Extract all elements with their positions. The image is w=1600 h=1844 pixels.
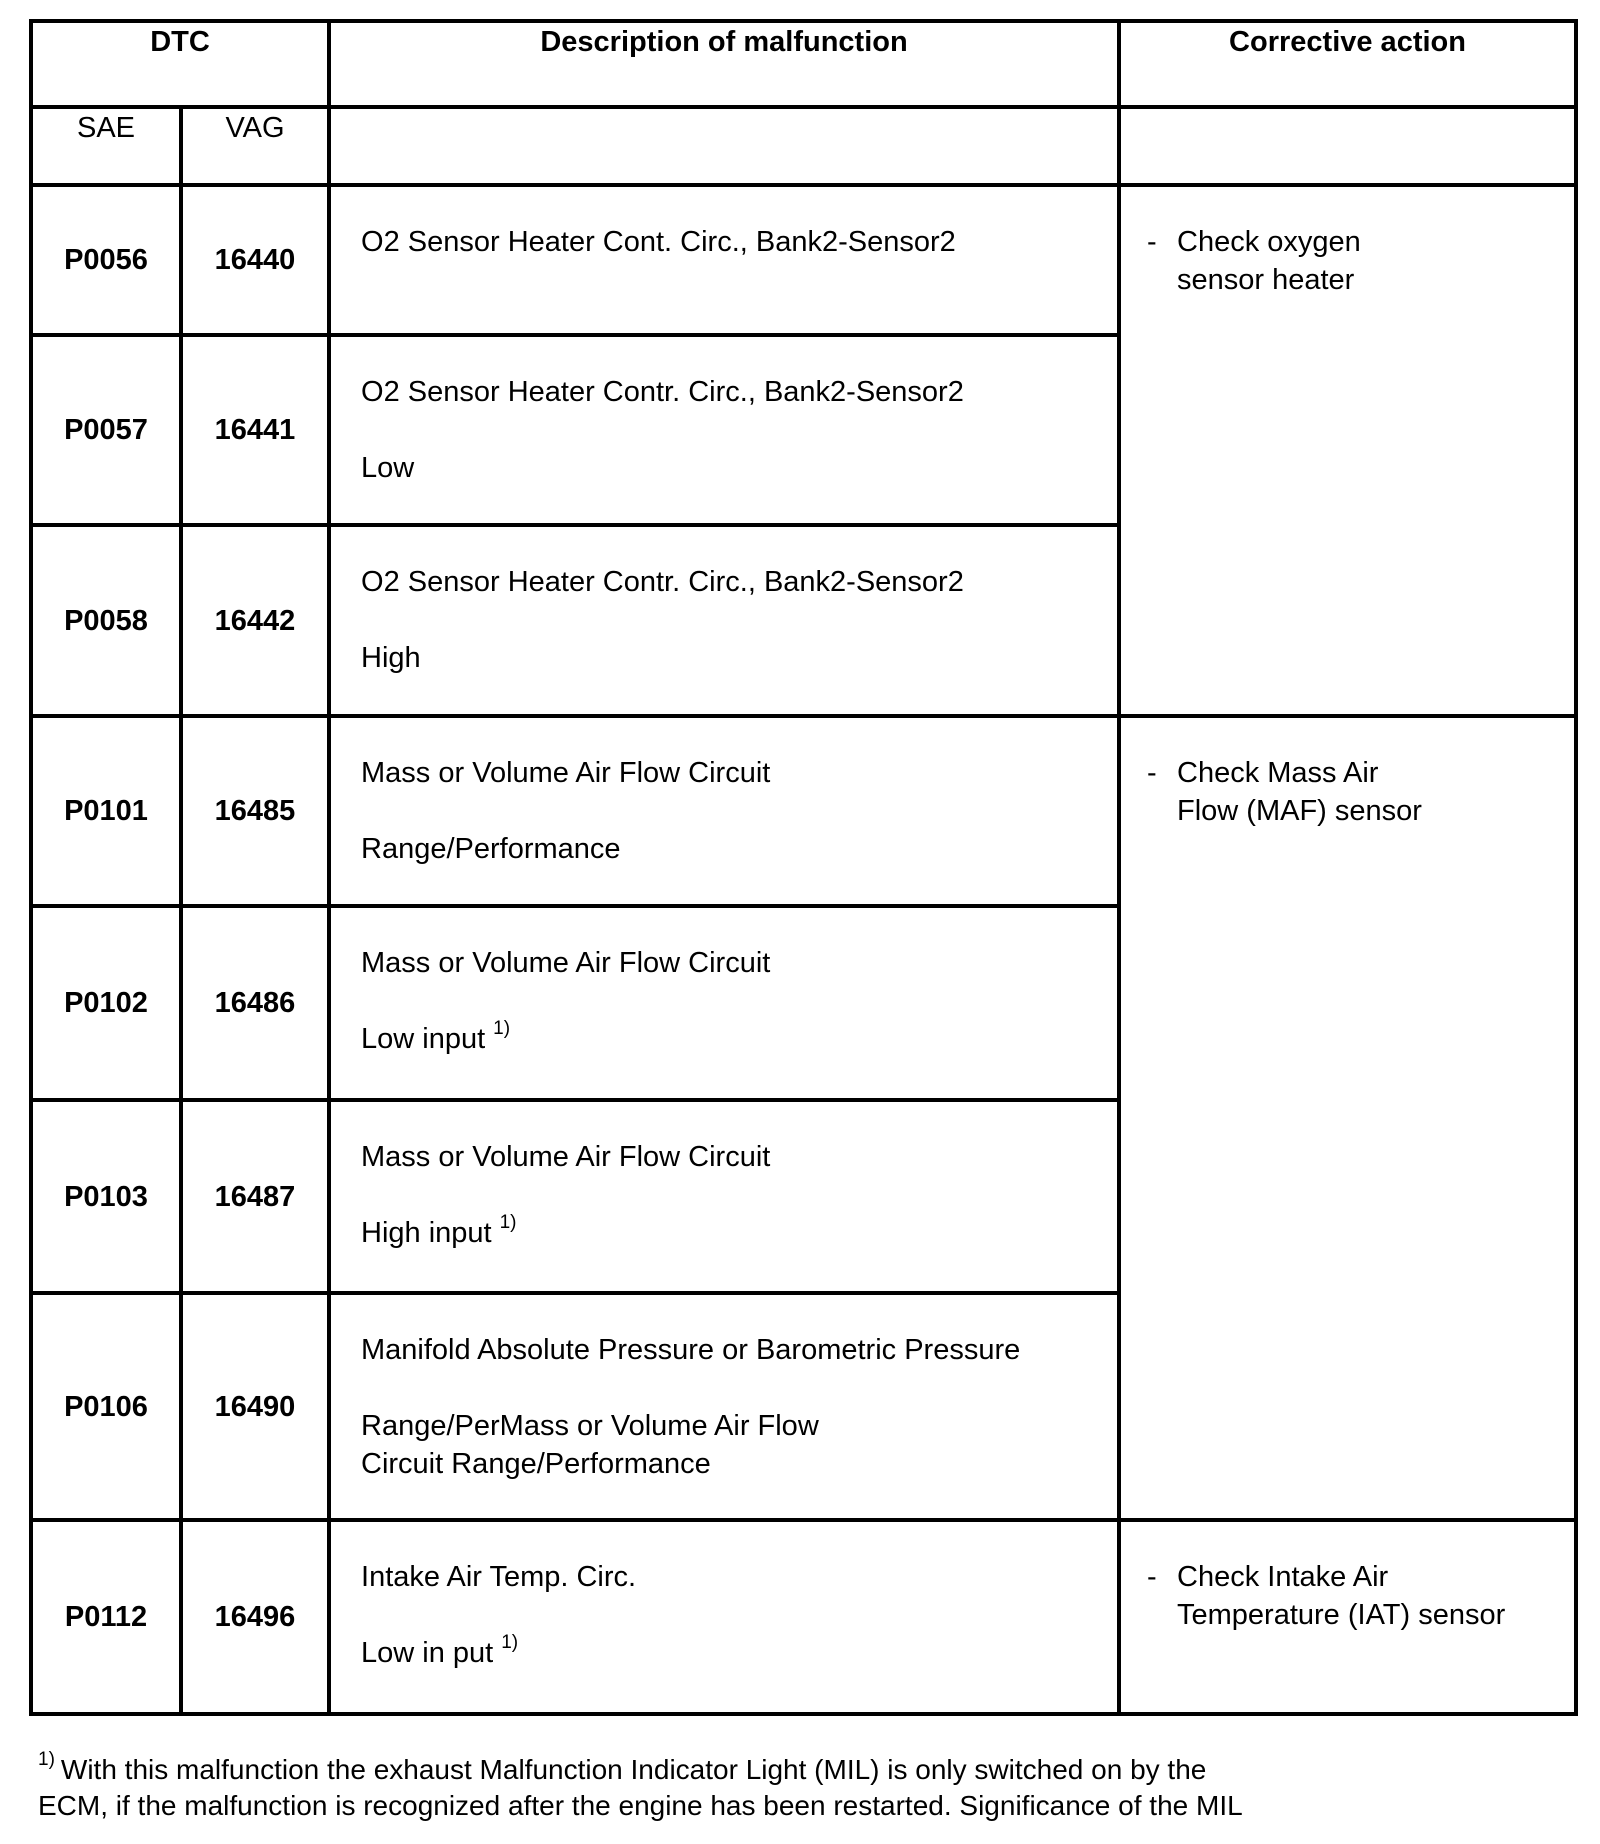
subheader-blank [329,107,1119,185]
malfunction-description [329,1100,1119,1293]
malfunction-description [329,1520,1119,1714]
description-line: O2 Sensor Heater Contr. Circ., Bank2-Sensor2 [361,376,964,408]
header-vag: VAG [181,107,329,185]
description-line: Low input [361,1023,486,1055]
malfunction-description [329,335,1119,525]
table-row [31,716,1576,906]
action-line: Temperature (IAT) sensor [1177,1599,1506,1631]
description-line: Circuit Range/Performance [361,1448,711,1480]
header-corrective-action: Corrective action [1119,21,1576,107]
malfunction-description [329,185,1119,335]
footnote [38,1749,1568,1824]
malfunction-description [329,716,1119,906]
description-line: Low in put [361,1637,494,1669]
sae-code: P0112 [31,1520,181,1714]
dash-marker: - [1147,226,1157,258]
description-line: Manifold Absolute Pressure or Barometric Pressure [361,1334,1021,1366]
table-row [31,1520,1576,1714]
malfunction-description [329,906,1119,1100]
footnote-text: With this malfunction the exhaust Malfunction Indicator Light (MIL) is only switched on by the [60,1754,1207,1785]
dash-marker: - [1147,1561,1157,1593]
sae-code: P0103 [31,1100,181,1293]
description-line: Mass or Volume Air Flow Circuit [361,1141,771,1173]
description-line: Range/Performance [361,833,621,865]
vag-code: 16442 [181,525,329,716]
header-dtc: DTC [31,21,329,107]
description-line: O2 Sensor Heater Cont. Circ., Bank2-Sensor2 [361,226,956,258]
sae-code: P0102 [31,906,181,1100]
description-line: High input [361,1217,492,1249]
description-line: Intake Air Temp. Circ. [361,1561,637,1593]
dtc-table [29,19,1578,1716]
dash-marker: - [1147,757,1157,789]
subheader-blank [1119,107,1576,185]
vag-code: 16486 [181,906,329,1100]
action-line: Flow (MAF) sensor [1177,795,1422,827]
header-description: Description of malfunction [329,21,1119,107]
footnote-ref: 1) [501,1632,519,1653]
corrective-action [1119,1520,1576,1714]
description-line: O2 Sensor Heater Contr. Circ., Bank2-Sensor2 [361,566,964,598]
vag-code: 16485 [181,716,329,906]
footnote-ref: 1) [493,1018,511,1039]
vag-code: 16490 [181,1293,329,1520]
action-line: Check Intake Air [1177,1561,1389,1593]
footnote-marker: 1) [38,1749,55,1770]
corrective-action [1119,185,1576,716]
header-sae: SAE [31,107,181,185]
malfunction-description [329,1293,1119,1520]
sae-code: P0057 [31,335,181,525]
malfunction-description [329,525,1119,716]
action-line: Check oxygen [1177,226,1361,258]
sae-code: P0056 [31,185,181,335]
sae-code: P0058 [31,525,181,716]
vag-code: 16441 [181,335,329,525]
corrective-action [1119,716,1576,1520]
vag-code: 16496 [181,1520,329,1714]
description-line: High [361,642,421,674]
sae-code: P0106 [31,1293,181,1520]
description-line: Range/PerMass or Volume Air Flow [361,1410,819,1442]
footnote-line: ECM, if the malfunction is recognized after the engine has been restarted. Significance of the MIL [38,1790,1243,1821]
sae-code: P0101 [31,716,181,906]
description-line: Mass or Volume Air Flow Circuit [361,947,771,979]
action-line: Check Mass Air [1177,757,1379,789]
footnote-ref: 1) [499,1212,517,1233]
description-line: Mass or Volume Air Flow Circuit [361,757,771,789]
subheader-row [31,107,1576,185]
description-line: Low [361,452,415,484]
table-row [31,185,1576,335]
footnote-line [38,1749,1568,1788]
vag-code: 16487 [181,1100,329,1293]
header-row [31,21,1576,107]
action-line: sensor heater [1177,264,1355,296]
vag-code: 16440 [181,185,329,335]
